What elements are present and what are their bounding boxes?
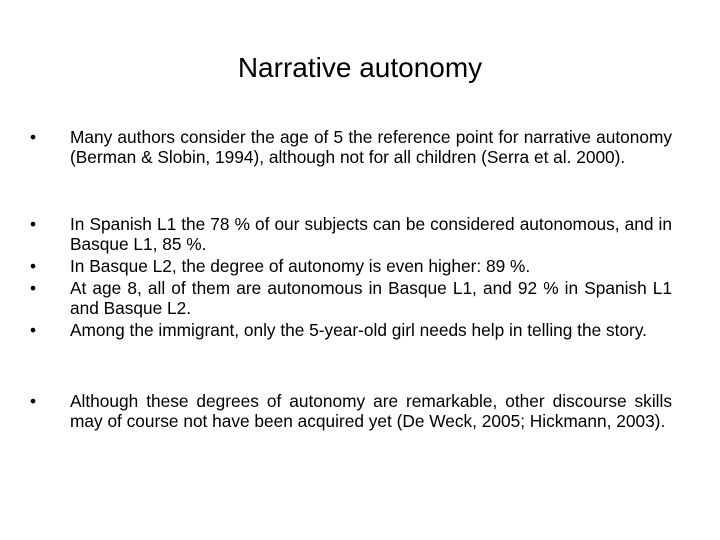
bullet-group-results	[26, 214, 672, 340]
bullet-icon: •	[30, 278, 37, 298]
bullet-text: Many authors consider the age of 5 the reference point for narrative autonomy (Berman & Slobin, 1994), although not for all children (Serra et al. 2000).	[70, 127, 672, 167]
bullet-icon: •	[30, 256, 37, 276]
bullet-text: Among the immigrant, only the 5-year-old girl needs help in telling the story.	[70, 320, 647, 340]
bullet-icon: •	[30, 214, 37, 234]
bullet-item	[26, 391, 672, 431]
bullet-group-conclusion	[26, 391, 672, 431]
bullet-group-intro	[26, 127, 672, 167]
bullet-text: At age 8, all of them are autonomous in Basque L1, and 92 % in Spanish L1 and Basque L2.	[70, 278, 672, 318]
slide-title: Narrative autonomy	[237, 52, 483, 83]
bullet-item	[26, 278, 672, 318]
bullet-item	[26, 256, 672, 276]
bullet-item	[26, 320, 672, 340]
bullet-icon: •	[30, 391, 37, 411]
bullet-text: In Basque L2, the degree of autonomy is even higher: 89 %.	[70, 256, 531, 276]
bullet-text: Although these degrees of autonomy are remarkable, other discourse skills may of course not have been acquired yet (De Weck, 2005; Hickmann, 2003).	[70, 391, 672, 431]
bullet-icon: •	[30, 320, 37, 340]
bullet-icon: •	[30, 127, 37, 147]
bullet-text: In Spanish L1 the 78 % of our subjects can be considered autonomous, and in Basque L1, 85 %.	[70, 214, 672, 254]
bullet-item	[26, 214, 672, 254]
bullet-item	[26, 127, 672, 167]
